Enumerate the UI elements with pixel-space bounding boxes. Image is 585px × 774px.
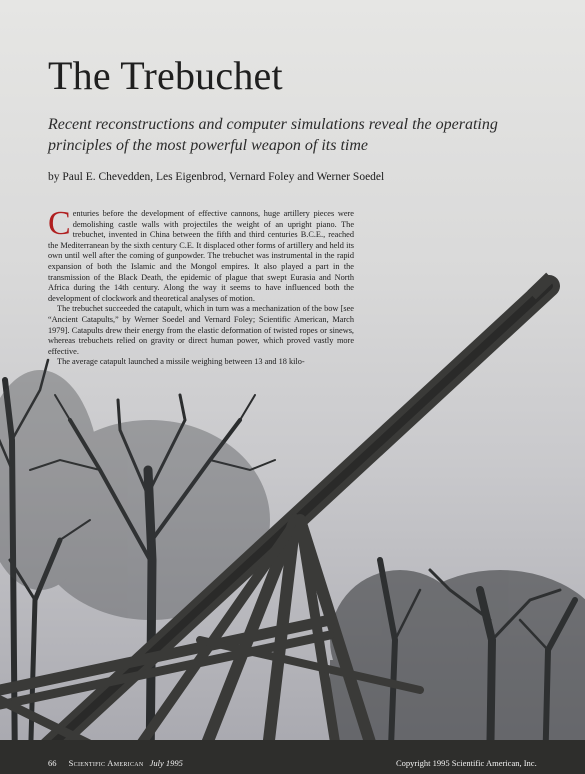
magazine-name: Scientific American (68, 758, 144, 768)
paragraph-3: The average catapult launched a missile weighing between 13 and 18 kilo- (57, 357, 305, 367)
article-subtitle: Recent reconstructions and computer simulations reveal the operating principles of the most powerful weapon of its time (48, 116, 498, 154)
paragraph-1-text: enturies before the development of effective cannons, huge artillery pieces were demolishing castle walls with projectiles the weight of an upright piano. The trebuchet, invented in China between the fifth and third centuries B.C.E., reached the Mediterranean by the sixth century C.E. It displaced other forms of artillery and held its own until well after the coming of gunpowder. The trebuchet was instrumental in the rapid expansion of both the Islamic and the Mongol empires. It also played a part in the transmission of the Black Death, the epidemic of plague that swept Eurasia and North Africa during the 14th century. Along the way it seems to have influenced both the development of clockwork and theoretical analyses of motion. (48, 209, 354, 303)
footer-left (48, 758, 183, 768)
page-number: 66 (48, 758, 57, 768)
byline: by Paul E. Chevedden, Les Eigenbrod, Vernard Foley and Werner Soedel (48, 171, 385, 183)
copyright-notice: Copyright 1995 Scientific American, Inc. (396, 758, 537, 768)
article-body (48, 205, 354, 368)
drop-cap: C (48, 205, 71, 242)
paragraph-1 (48, 205, 354, 304)
issue-date: July 1995 (149, 758, 183, 768)
article-title: The Trebuchet (48, 53, 283, 98)
ground (0, 740, 585, 774)
paragraph-2: The trebuchet succeeded the catapult, which in turn was a mechanization of the bow [see “Ancient Catapults,” by Werner Soedel and Vernard Foley; Scientific American, March 1979]. Catapults drew their energy from the elastic deformation of twisted ropes or sinews, whereas trebuchets relied on gravity or direct human power, which proved vastly more effective. (48, 304, 354, 356)
